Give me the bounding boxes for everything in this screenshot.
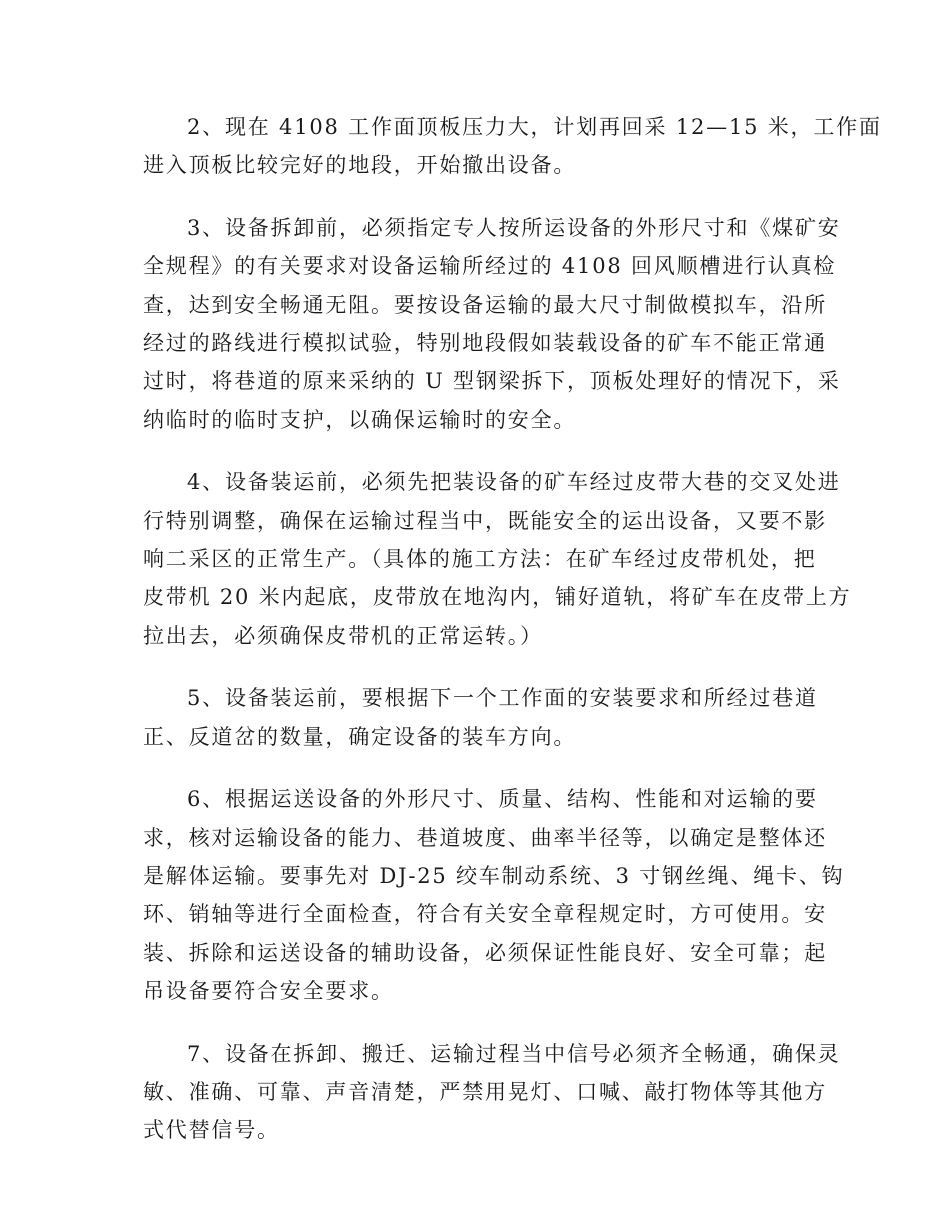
paragraph-item-1 <box>143 108 882 185</box>
paragraph-line: 7、设备在拆卸、搬迁、运输过程当中信号必须齐全畅通，确保灵 <box>187 1041 841 1066</box>
document-body <box>143 108 882 1174</box>
paragraph-line: 6、根据运送设备的外形尺寸、质量、结构、性能和对运输的要 <box>187 787 818 812</box>
paragraph-line: 3、设备拆卸前，必须指定专人按所运设备的外形尺寸和《煤矿安 <box>187 215 841 240</box>
paragraph-line: 正、反道岔的数量，确定设备的装车方向。 <box>143 724 577 749</box>
paragraph-line: 皮带机 20 米内起底，皮带放在地沟内，铺好道轨，将矿车在皮带上方 <box>143 585 852 610</box>
paragraph-line: 吊设备要符合安全要求。 <box>143 979 394 1004</box>
paragraph-item-2 <box>143 209 841 439</box>
paragraph-item-4 <box>143 679 818 756</box>
paragraph-line: 纳临时的临时支护，以确保运输时的安全。 <box>143 407 577 432</box>
paragraph-line: 是解体运输。要事先对 DJ-25 绞车制动系统、3 寸钢丝绳、绳卡、钩 <box>143 863 845 888</box>
paragraph-line: 响二采区的正常生产。（具体的施工方法：在矿车经过皮带机处，把 <box>143 547 817 572</box>
paragraph-line: 环、销轴等进行全面检查，符合有关安全章程规定时，方可使用。安 <box>143 902 827 927</box>
paragraph-line: 求，核对运输设备的能力、巷道坡度、曲率半径等，以确定是整体还 <box>143 825 827 850</box>
paragraph-line: 过时，将巷道的原来采纳的 U 型钢梁拆下，顶板处理好的情况下，采 <box>143 369 841 394</box>
paragraph-line: 敏、准确、可靠、声音清楚，严禁用晃灯、口喊、敲打物体等其他方 <box>143 1079 827 1104</box>
paragraph-line: 装、拆除和运送设备的辅助设备，必须保证性能良好、安全可靠；起 <box>143 940 827 965</box>
paragraph-line: 2、现在 4108 工作面顶板压力大，计划再回采 12—15 米，工作面 <box>187 115 882 139</box>
paragraph-line: 式代替信号。 <box>143 1118 280 1143</box>
paragraph-line: 全规程》的有关要求对设备运输所经过的 4108 回风顺槽进行认真检 <box>143 254 837 279</box>
paragraph-line: 4、设备装运前，必须先把装设备的矿车经过皮带大巷的交叉处进 <box>187 470 841 495</box>
paragraph-line: 5、设备装运前，要根据下一个工作面的安装要求和所经过巷道 <box>187 686 818 711</box>
paragraph-line: 经过的路线进行模拟试验，特别地段假如装载设备的矿车不能正常通 <box>143 331 827 356</box>
paragraph-line: 查，达到安全畅通无阻。要按设备运输的最大尺寸制做模拟车，沿所 <box>143 292 827 317</box>
paragraph-line: 行特别调整，确保在运输过程当中，既能安全的运出设备，又要不影 <box>143 508 827 533</box>
paragraph-item-3 <box>143 463 852 655</box>
paragraph-item-5 <box>143 780 845 1010</box>
paragraph-line: 拉出去，必须确保皮带机的正常运转。） <box>143 623 543 648</box>
paragraph-line: 进入顶板比较完好的地段，开始撤出设备。 <box>143 153 577 178</box>
paragraph-item-6 <box>143 1035 841 1150</box>
